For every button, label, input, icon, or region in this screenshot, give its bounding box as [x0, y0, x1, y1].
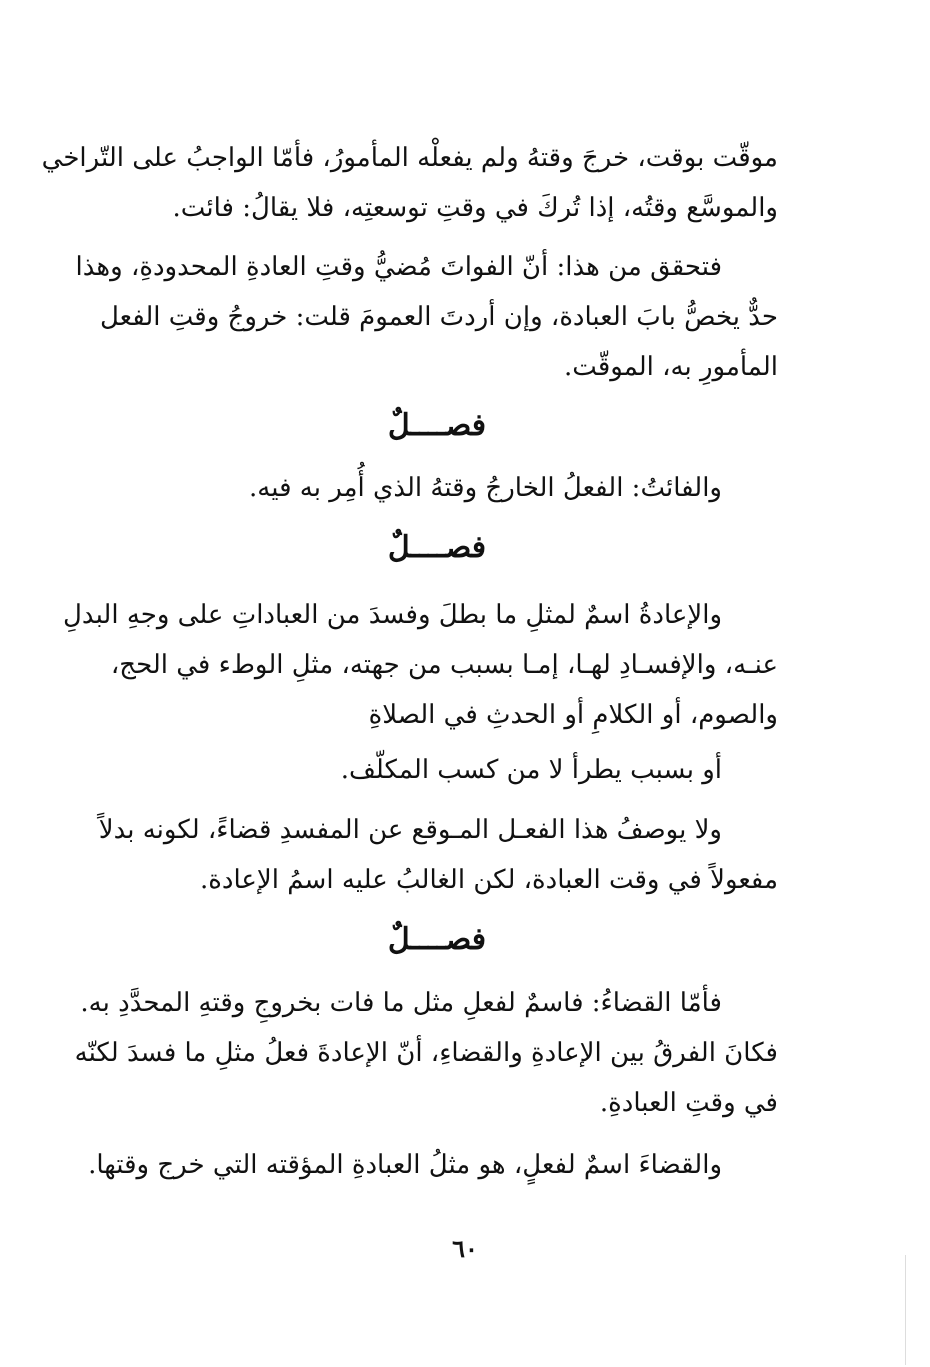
paragraph-line: فتحقق من هذا: أنّ الفواتَ مُضيُّ وقتِ العادةِ المحدودةِ، وهذا	[75, 252, 722, 282]
section-heading: فصــــلٌ	[387, 530, 487, 565]
section-heading: فصــــلٌ	[387, 408, 487, 443]
paragraph-5	[96, 745, 778, 795]
paragraph-line: عنـه، والإفسـادِ لهـا، إمـا بسبب من جهته، مثلِ الوطء في الحج،	[110, 650, 778, 680]
paragraph-line: والقضاءَ اسمٌ لفعلٍ، هو مثلُ العبادةِ المؤقته التي خرج وقتها.	[88, 1150, 722, 1180]
paragraph-line: مفعولاً في وقت العبادة، لكن الغالبُ عليه اسمُ الإعادة.	[200, 865, 778, 895]
page-number: ٦٠	[452, 1234, 478, 1263]
paragraph-line: والإعادةُ اسمٌ لمثلِ ما بطلَ وفسدَ من العباداتِ على وجهِ البدلِ	[63, 600, 722, 630]
paragraph-line: موقّت بوقت، خرجَ وقتهُ ولم يفعلْه المأمورُ، فأمّا الواجبُ على التّراخي	[41, 143, 778, 173]
paragraph-8	[88, 1140, 778, 1190]
scan-edge-divider	[905, 1255, 906, 1365]
paragraph-line: والفائتُ: الفعلُ الخارجُ وقتهُ الذي أُمِر به فيه.	[249, 473, 722, 503]
paragraph-line: فكانَ الفرقُ بين الإعادةِ والقضاءِ، أنّ الإعادةَ فعلُ مثلِ ما فسدَ لكنّه	[74, 1038, 778, 1068]
paragraph-7	[74, 978, 778, 1128]
paragraph-line: حدٌّ يخصُّ بابَ العبادة، وإن أردتَ العمومَ قلت: خروجُ وقتِ الفعل	[99, 302, 778, 332]
paragraph-1	[41, 133, 778, 233]
paragraph-line: والصوم، أو الكلامِ أو الحدثِ في الصلاةِ	[368, 700, 778, 730]
paragraph-6	[96, 805, 778, 905]
section-heading: فصــــلٌ	[387, 922, 487, 957]
paragraph-4	[63, 590, 778, 740]
paragraph-line: ولا يوصفُ هذا الفعـل المـوقع عن المفسدِ قضاءً، لكونه بدلاً	[98, 815, 722, 845]
paragraph-line: أو بسبب يطرأ لا من كسب المكلّف.	[340, 755, 722, 785]
paragraph-3	[96, 463, 778, 513]
paragraph-line: المأمورِ به، الموقّت.	[564, 352, 778, 382]
paragraph-line: في وقتِ العبادةِ.	[599, 1088, 778, 1118]
paragraph-line: فأمّا القضاءُ: فاسمٌ لفعلِ مثل ما فات بخروجِ وقتهِ المحدَّدِ به.	[80, 988, 722, 1018]
paragraph-line: والموسَّع وقتُه، إذا تُركَ في وقتِ توسعتِه، فلا يقالُ: فائت.	[172, 193, 778, 223]
paragraph-2	[75, 242, 778, 392]
